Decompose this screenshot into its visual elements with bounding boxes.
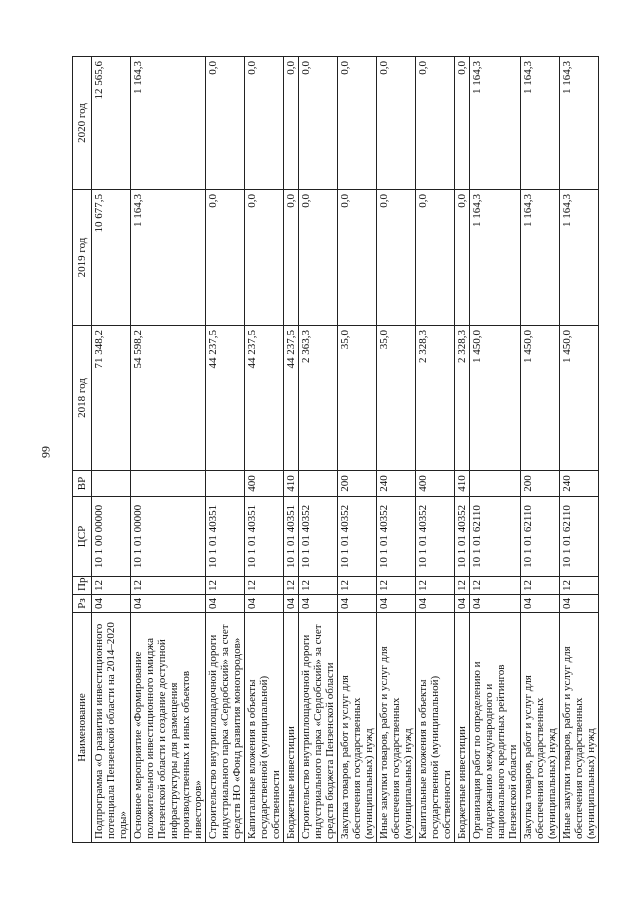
row-pr: 12	[131, 577, 206, 595]
budget-table-container	[72, 57, 597, 843]
row-2018: 35,0	[377, 326, 416, 471]
row-csr: 10 1 01 62110	[521, 497, 560, 577]
table-row	[131, 57, 206, 843]
row-rz: 04	[284, 595, 299, 613]
row-rz: 04	[416, 595, 455, 613]
row-name: Бюджетные инвестиции	[455, 613, 470, 843]
row-name: Иные закупки товаров, работ и услуг для обеспечения государственных (муниципальных) нужд	[560, 613, 599, 843]
row-vr	[131, 471, 206, 497]
header-2019: 2019 год	[73, 190, 92, 326]
table-row	[245, 57, 284, 843]
row-rz: 04	[92, 595, 131, 613]
row-vr: 400	[416, 471, 455, 497]
page-number: 99	[38, 446, 53, 458]
row-2018: 2 328,3	[416, 326, 455, 471]
row-name: Закупка товаров, работ и услуг для обеспечения государственных (муниципальных) нужд	[521, 613, 560, 843]
row-2020: 1 164,3	[131, 57, 206, 190]
budget-table	[72, 56, 599, 843]
row-pr: 12	[560, 577, 599, 595]
row-name: Капитальные вложения в объекты государственной (муниципальной) собственности	[245, 613, 284, 843]
row-2018: 71 348,2	[92, 326, 131, 471]
row-csr: 10 1 01 40351	[284, 497, 299, 577]
row-csr: 10 1 01 40351	[245, 497, 284, 577]
header-pr: Пр	[73, 577, 92, 595]
table-row	[416, 57, 455, 843]
table-body	[92, 57, 599, 843]
row-vr: 410	[284, 471, 299, 497]
row-vr: 200	[521, 471, 560, 497]
row-2019: 0,0	[338, 190, 377, 326]
row-csr: 10 1 01 40351	[206, 497, 245, 577]
row-rz: 04	[377, 595, 416, 613]
row-name: Бюджетные инвестиции	[284, 613, 299, 843]
row-2020: 0,0	[206, 57, 245, 190]
row-csr: 10 1 01 62110	[560, 497, 599, 577]
row-pr: 12	[206, 577, 245, 595]
row-vr	[92, 471, 131, 497]
table-row	[299, 57, 338, 843]
row-2019: 1 164,3	[131, 190, 206, 326]
row-2019: 10 677,5	[92, 190, 131, 326]
row-csr: 10 1 01 62110	[470, 497, 521, 577]
row-rz: 04	[455, 595, 470, 613]
row-csr: 10 1 01 00000	[131, 497, 206, 577]
row-vr: 240	[560, 471, 599, 497]
row-pr: 12	[338, 577, 377, 595]
table-header-row	[73, 57, 92, 843]
row-2020: 0,0	[377, 57, 416, 190]
row-rz: 04	[470, 595, 521, 613]
table-row	[92, 57, 131, 843]
row-2019: 0,0	[377, 190, 416, 326]
row-2018: 44 237,5	[245, 326, 284, 471]
row-csr: 10 1 01 40352	[377, 497, 416, 577]
header-vr: ВР	[73, 471, 92, 497]
row-pr: 12	[284, 577, 299, 595]
row-rz: 04	[560, 595, 599, 613]
header-rz: Рз	[73, 595, 92, 613]
row-csr: 10 1 00 00000	[92, 497, 131, 577]
row-vr	[299, 471, 338, 497]
table-row	[206, 57, 245, 843]
row-rz: 04	[521, 595, 560, 613]
row-2018: 35,0	[338, 326, 377, 471]
row-pr: 12	[455, 577, 470, 595]
row-2020: 1 164,3	[560, 57, 599, 190]
row-vr: 400	[245, 471, 284, 497]
row-csr: 10 1 01 40352	[338, 497, 377, 577]
row-2020: 0,0	[338, 57, 377, 190]
row-rz: 04	[338, 595, 377, 613]
table-row	[521, 57, 560, 843]
row-rz: 04	[131, 595, 206, 613]
row-2020: 0,0	[455, 57, 470, 190]
row-2019: 1 164,3	[521, 190, 560, 326]
row-2020: 1 164,3	[470, 57, 521, 190]
table-row	[284, 57, 299, 843]
row-2018: 1 450,0	[560, 326, 599, 471]
row-2019: 0,0	[206, 190, 245, 326]
row-pr: 12	[377, 577, 416, 595]
header-2018: 2018 год	[73, 326, 92, 471]
row-2018: 1 450,0	[470, 326, 521, 471]
row-2019: 0,0	[299, 190, 338, 326]
row-csr: 10 1 01 40352	[299, 497, 338, 577]
row-rz: 04	[245, 595, 284, 613]
row-name: Подпрограмма «О развитии инвестиционного потенциала Пензенской области на 2014–2020 годы»	[92, 613, 131, 843]
row-2019: 0,0	[245, 190, 284, 326]
row-2020: 0,0	[284, 57, 299, 190]
row-pr: 12	[245, 577, 284, 595]
row-name: Капитальные вложения в объекты государственной (муниципальной) собственности	[416, 613, 455, 843]
row-2019: 1 164,3	[560, 190, 599, 326]
table-row	[470, 57, 521, 843]
row-pr: 12	[299, 577, 338, 595]
row-csr: 10 1 01 40352	[416, 497, 455, 577]
row-2020: 0,0	[416, 57, 455, 190]
row-rz: 04	[206, 595, 245, 613]
header-2020: 2020 год	[73, 57, 92, 190]
row-pr: 12	[521, 577, 560, 595]
row-2018: 2 328,3	[455, 326, 470, 471]
row-vr: 410	[455, 471, 470, 497]
row-name: Строительство внутриплощадочной дороги индустриального парка «Сердобский» за счет средств НО «Фонд развития моногородов»	[206, 613, 245, 843]
row-2020: 1 164,3	[521, 57, 560, 190]
row-2018: 44 237,5	[206, 326, 245, 471]
row-name: Основное мероприятие «Формирование положительного инвестиционного имиджа Пензенской области и создание доступной инфраструктуры для размещения производственных и иных объектов инвесторов»	[131, 613, 206, 843]
header-csr: ЦСР	[73, 497, 92, 577]
row-2018: 1 450,0	[521, 326, 560, 471]
table-row	[560, 57, 599, 843]
row-2018: 54 598,2	[131, 326, 206, 471]
row-2019: 1 164,3	[470, 190, 521, 326]
table-row	[455, 57, 470, 843]
row-pr: 12	[416, 577, 455, 595]
row-2018: 2 363,3	[299, 326, 338, 471]
row-vr: 240	[377, 471, 416, 497]
row-name: Иные закупки товаров, работ и услуг для обеспечения государственных (муниципальных) нужд	[377, 613, 416, 843]
row-vr	[206, 471, 245, 497]
row-2018: 44 237,5	[284, 326, 299, 471]
row-csr: 10 1 01 40352	[455, 497, 470, 577]
row-name: Строительство внутриплощадочной дороги индустриального парка «Сердобский» за счет средств бюджета Пензенской области	[299, 613, 338, 843]
row-2019: 0,0	[455, 190, 470, 326]
row-pr: 12	[92, 577, 131, 595]
row-2019: 0,0	[284, 190, 299, 326]
row-2020: 0,0	[299, 57, 338, 190]
row-name: Закупка товаров, работ и услуг для обеспечения государственных (муниципальных) нужд	[338, 613, 377, 843]
row-2019: 0,0	[416, 190, 455, 326]
row-pr: 12	[470, 577, 521, 595]
row-rz: 04	[299, 595, 338, 613]
row-2020: 12 565,6	[92, 57, 131, 190]
table-row	[377, 57, 416, 843]
table-row	[338, 57, 377, 843]
row-2020: 0,0	[245, 57, 284, 190]
header-name: Наименование	[73, 613, 92, 843]
row-vr	[470, 471, 521, 497]
row-name: Организация работ по определению и поддержанию международного и национального кредитных рейтингов Пензенской области	[470, 613, 521, 843]
row-vr: 200	[338, 471, 377, 497]
